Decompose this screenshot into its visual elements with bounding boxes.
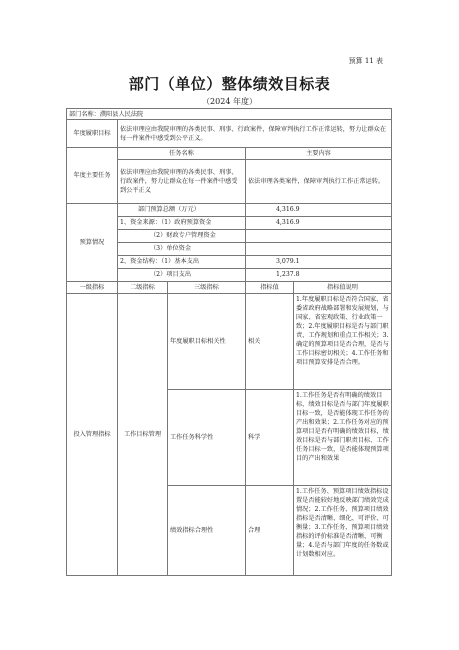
indicator-body bbox=[66, 294, 392, 576]
task-content-header: 主要内容 bbox=[246, 148, 392, 160]
budget-item-label: （3）单位资金 bbox=[118, 243, 246, 256]
budget-item-value: 4,316.9 bbox=[246, 217, 392, 230]
task-content: 依法审理各类案件，保障审判执行工作正常运转。 bbox=[246, 160, 392, 204]
desc-cell: 1.工作任务是否有明确的绩效目标，绩效目标是否与部门年度履职目标一致，是否能体现工作任务的产出和效果；2.工作任务对应的预算项目是否有明确的绩效目标，绩效目标是否与部门职责目标、工作任务目标一致，是否能体现预算项目的产出和效果 bbox=[294, 390, 392, 486]
budget-line bbox=[118, 256, 392, 269]
budget-item-label: （2）财政专户管理资金 bbox=[118, 230, 246, 243]
level1-header: 一级指标 bbox=[66, 282, 118, 294]
indicator-header-row bbox=[66, 282, 392, 294]
budget-item-value bbox=[246, 230, 392, 243]
budget-item-value: 4,316.9 bbox=[246, 204, 392, 217]
indicator-row bbox=[168, 486, 392, 576]
budget-line bbox=[118, 243, 392, 256]
page-title: 部门（单位）整体绩效目标表 bbox=[128, 75, 331, 93]
desc-cell: 1.年度履职目标是否符合国家、省委省政府战略部署和发展规划，与国家、省宏观政策、行业政策一致；2.年度履职目标是否与部门职责、工作规划和重点工作相关；3.确定的预算项目是否合理，是否与工作目标密切相关；4.工作任务和项目预算安排是否合理。 bbox=[294, 294, 392, 390]
budget-line bbox=[118, 230, 392, 243]
budget-line bbox=[118, 269, 392, 282]
performance-table bbox=[66, 108, 392, 576]
desc-header: 指标值说明 bbox=[294, 282, 392, 294]
value-header: 指标值 bbox=[246, 282, 294, 294]
value-cell: 科学 bbox=[246, 390, 294, 486]
duty-label: 年度履职目标 bbox=[66, 120, 118, 148]
budget-item-value bbox=[246, 243, 392, 256]
level3-cell: 绩效指标合理性 bbox=[168, 486, 246, 576]
level3-header: 三级指标 bbox=[168, 282, 246, 294]
task-name-header: 任务名称 bbox=[118, 148, 246, 160]
dept-name: 部门名称：濮阳县人民法院 bbox=[66, 108, 392, 120]
budget-row bbox=[66, 204, 392, 282]
budget-item-label: 1、资金来源：（1）政府预算资金 bbox=[118, 217, 246, 230]
budget-item-value: 1,237.8 bbox=[246, 269, 392, 282]
dept-row bbox=[66, 108, 392, 120]
level2-cell: 工作目标管理 bbox=[118, 294, 168, 576]
budget-label: 预算情况 bbox=[66, 204, 118, 282]
budget-item-value: 3,079.1 bbox=[246, 256, 392, 269]
level2-header: 二级指标 bbox=[118, 282, 168, 294]
desc-cell: 1.工作任务、预算项目绩效指标设置是否能较好地反映部门绩效完成情况；2.工作任务、预算项目绩效指标是否清晰、细化、可评价、可衡量；3.工作任务、预算项目绩效指标的评价标准是否清晰、可衡量；4.是否与部门年度的任务数或计划数相对应。 bbox=[294, 486, 392, 576]
budget-line bbox=[118, 217, 392, 230]
budget-item-label: （2）项目支出 bbox=[118, 269, 246, 282]
task-name: 依法审理应由我院审理的各类民事、刑事、行政案件，努力让群众在每一件案件中感受到公平正义 bbox=[118, 160, 246, 204]
value-cell: 合理 bbox=[246, 486, 294, 576]
tasks-row bbox=[66, 148, 392, 204]
budget-line bbox=[118, 204, 392, 217]
budget-item-label: 部门预算总额（万元） bbox=[118, 204, 246, 217]
tasks-label: 年度主要任务 bbox=[66, 148, 118, 204]
value-cell: 相关 bbox=[246, 294, 294, 390]
level1-cell: 投入管理指标 bbox=[66, 294, 118, 576]
table-number-tag: 预算 11 表 bbox=[348, 57, 383, 65]
duty-row bbox=[66, 120, 392, 148]
budget-item-label: 2、资金结构：（1）基本支出 bbox=[118, 256, 246, 269]
indicator-row bbox=[168, 390, 392, 486]
duty-text: 依法审理应由我院审理的各类民事、刑事、行政案件，保障审判执行工作正常运转，努力让群众在每一件案件中感受到公平正义。 bbox=[118, 120, 392, 148]
level3-cell: 年度履职目标相关性 bbox=[168, 294, 246, 390]
level3-cell: 工作任务科学性 bbox=[168, 390, 246, 486]
indicator-row bbox=[168, 294, 392, 390]
year-subtitle: （2024 年度） bbox=[202, 97, 257, 106]
